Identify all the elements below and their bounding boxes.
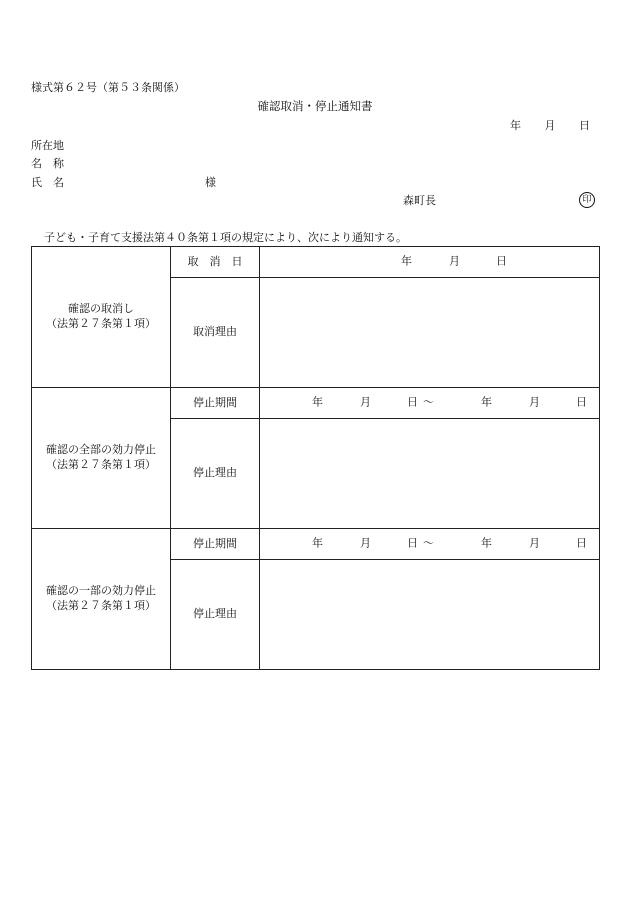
- section-full-suspension-label: [32, 388, 171, 529]
- day-label: 日: [576, 536, 587, 550]
- cancel-date-field[interactable]: [260, 247, 600, 278]
- year-label: 年: [481, 395, 492, 409]
- section-title: 確認の全部の効力停止: [46, 443, 156, 457]
- section-law-ref: （法第２７条第１項）: [46, 599, 156, 612]
- section-title: 確認の一部の効力停止: [46, 584, 156, 598]
- issue-date: 年 月 日: [510, 119, 590, 132]
- day-label: 日: [407, 536, 418, 550]
- year-label: 年: [312, 536, 323, 550]
- section-cancel-label: [32, 247, 171, 388]
- intro-text: 子ども・子育て支援法第４０条第１項の規定により、次により通知する。: [44, 231, 407, 244]
- table-row: [32, 529, 600, 560]
- address-label: 所在地: [31, 139, 64, 152]
- suspension-reason-field[interactable]: [260, 419, 600, 529]
- suspension-period-label: 停止期間: [171, 388, 260, 419]
- issuer-name: 森町長: [403, 194, 436, 207]
- section-law-ref: （法第２７条第１項）: [46, 458, 156, 471]
- notice-table: [31, 246, 600, 670]
- range-tilde: ～: [423, 536, 434, 550]
- section-law-ref: （法第２７条第１項）: [46, 317, 156, 330]
- year-label: 年: [312, 395, 323, 409]
- owner-name-label: 氏 名: [31, 176, 64, 189]
- day-label: 日: [576, 395, 587, 409]
- month-label: 月: [449, 254, 460, 268]
- partial-suspension-period-field[interactable]: [260, 529, 600, 560]
- range-tilde: ～: [423, 395, 434, 409]
- section-title: 確認の取消し: [68, 302, 134, 316]
- honorific: 様: [205, 176, 216, 189]
- document-title: 確認取消・停止通知書: [257, 99, 373, 113]
- partial-suspension-reason-label: 停止理由: [171, 560, 260, 670]
- cancel-reason-label: 取消理由: [171, 278, 260, 388]
- year-label: 年: [401, 254, 412, 268]
- cancel-date-label: 取 消 日: [171, 247, 260, 278]
- seal-mark: 印: [579, 192, 595, 208]
- month-label: 月: [360, 536, 371, 550]
- suspension-reason-label: 停止理由: [171, 419, 260, 529]
- month-label: 月: [529, 536, 540, 550]
- company-name-label: 名 称: [31, 157, 64, 170]
- table-row: [32, 388, 600, 419]
- section-partial-suspension-label: [32, 529, 171, 670]
- month-label: 月: [529, 395, 540, 409]
- month-label: 月: [360, 395, 371, 409]
- partial-suspension-period-label: 停止期間: [171, 529, 260, 560]
- partial-suspension-reason-field[interactable]: [260, 560, 600, 670]
- year-label: 年: [481, 536, 492, 550]
- day-label: 日: [496, 254, 507, 268]
- day-label: 日: [407, 395, 418, 409]
- cancel-reason-field[interactable]: [260, 278, 600, 388]
- suspension-period-field[interactable]: [260, 388, 600, 419]
- table-row: [32, 247, 600, 278]
- form-number: 様式第６２号（第５３条関係）: [31, 81, 185, 94]
